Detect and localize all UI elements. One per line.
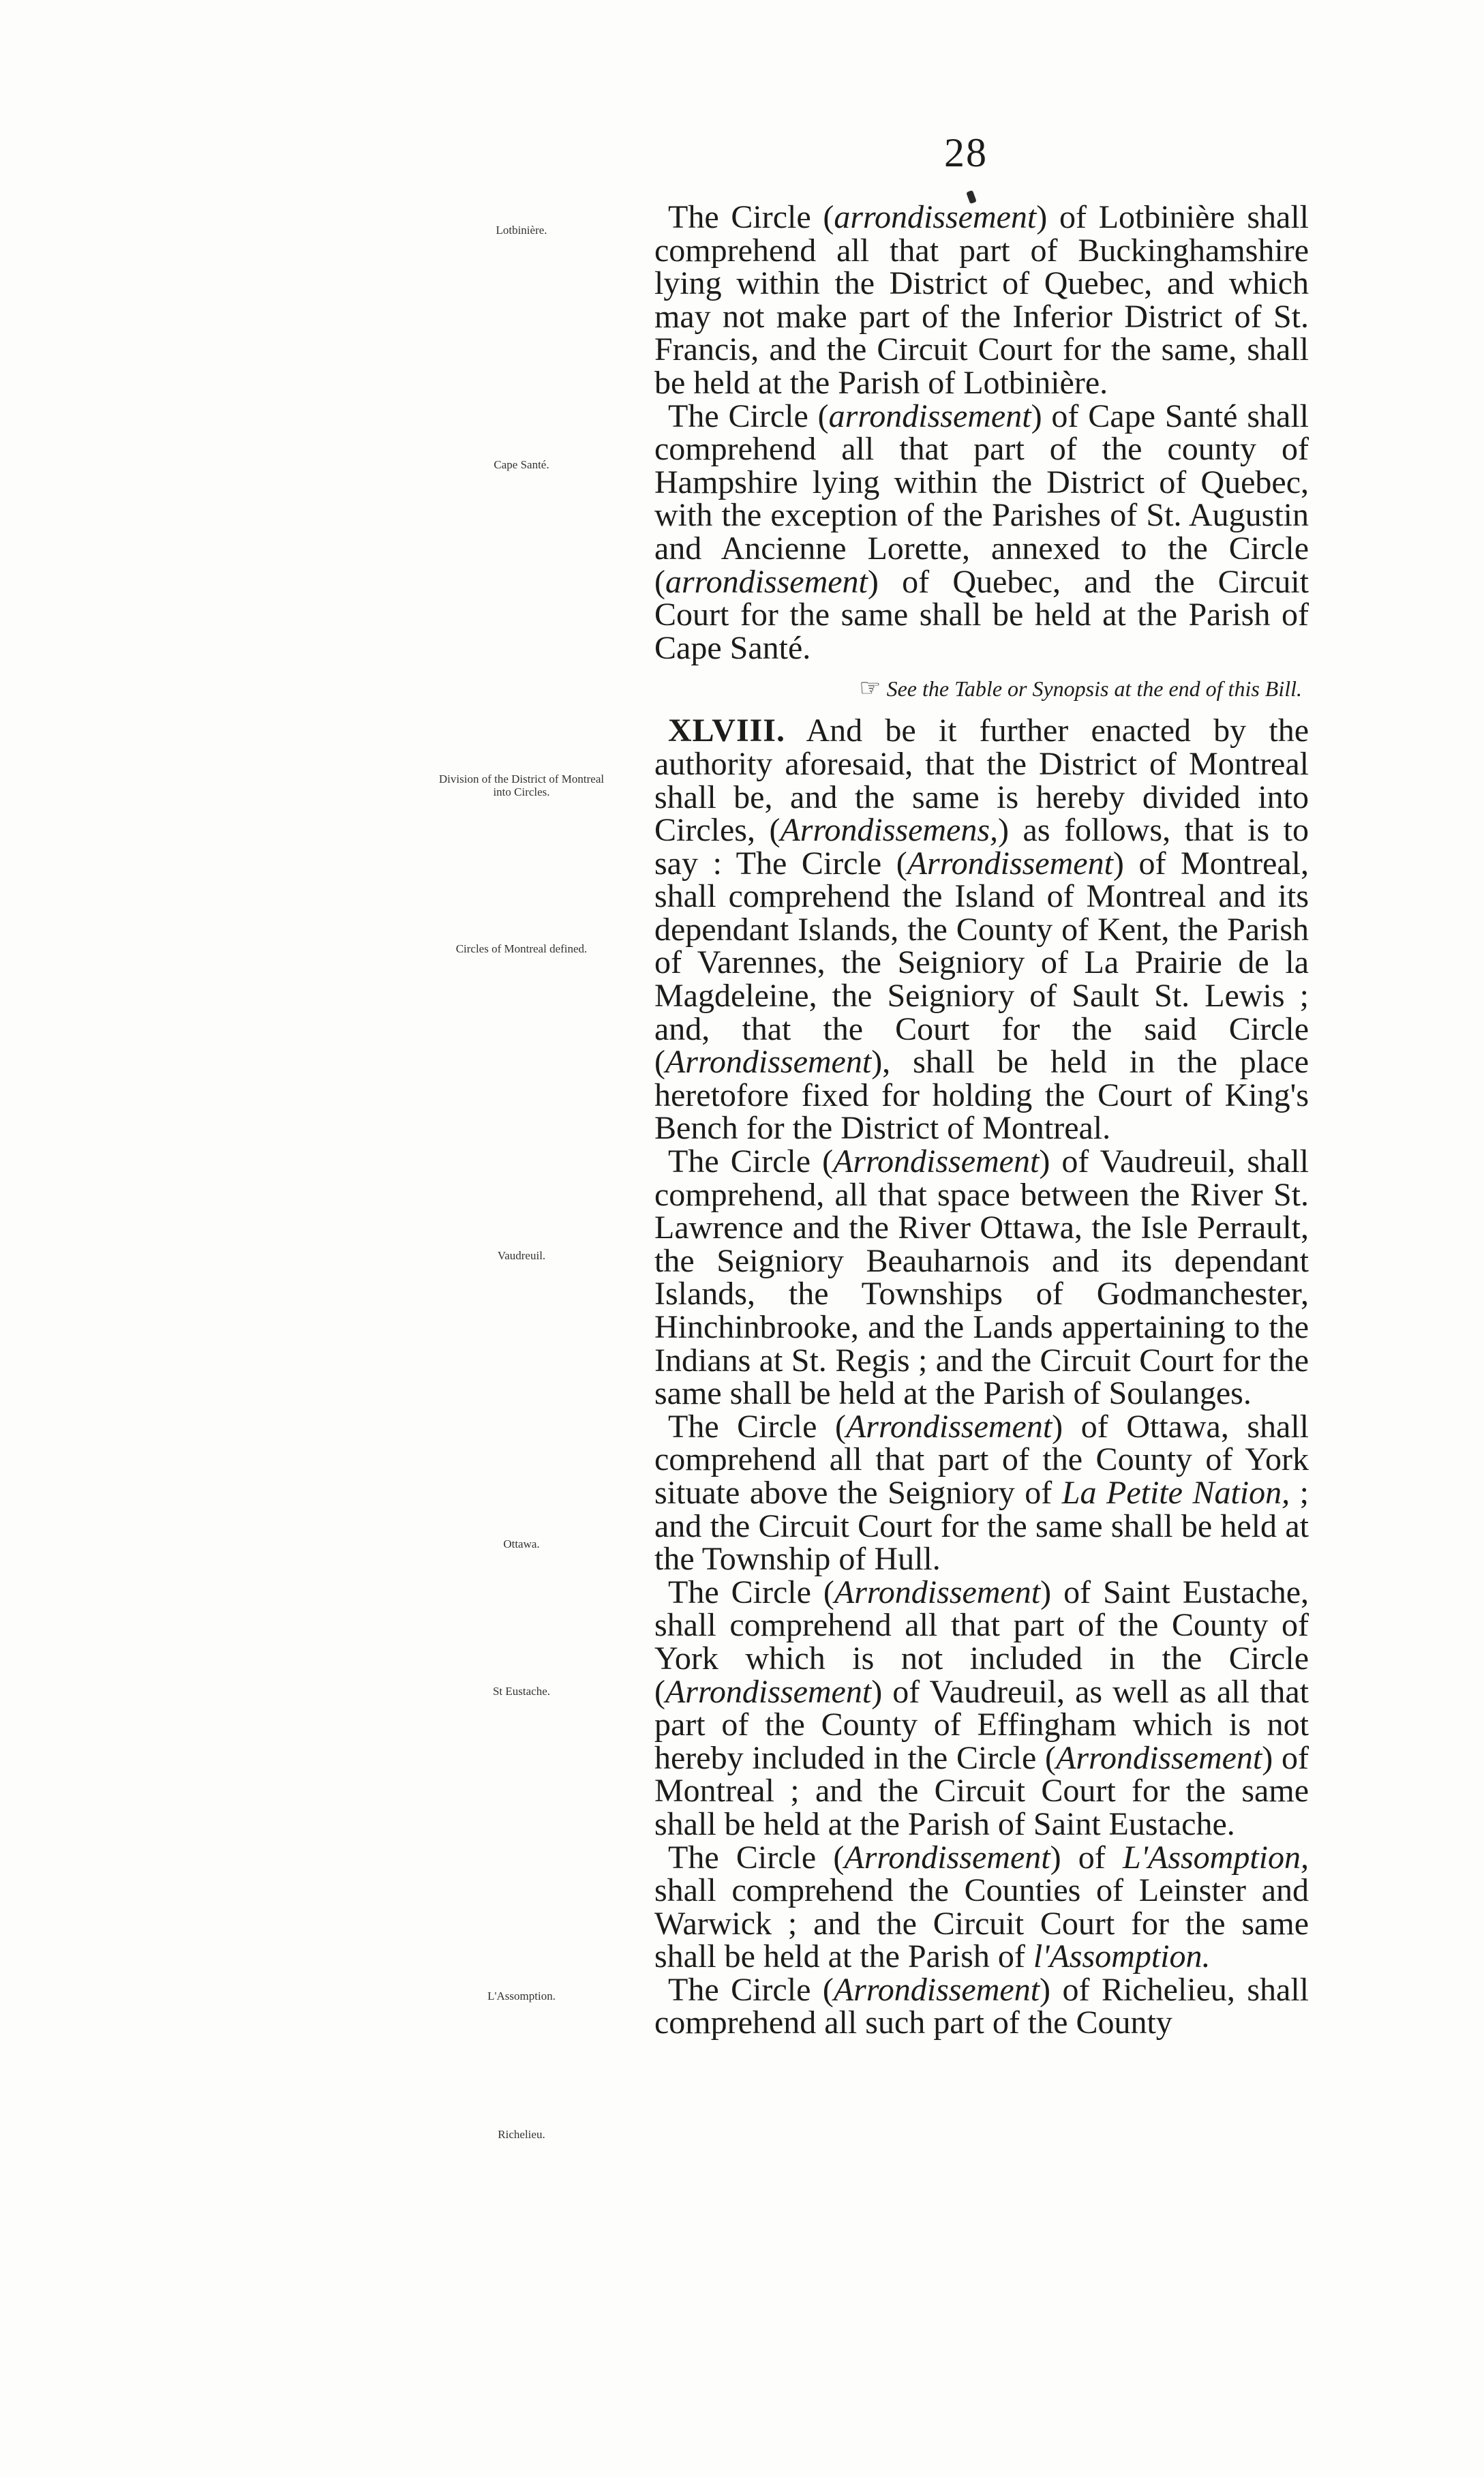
margin-note-circles-defined: Circles of Montreal defined. — [455, 942, 588, 955]
paragraph-section-xlviii: XLVIII. And be it further enacted by the authority aforesaid, that the District of Montreal shall be, and the same is hereby divided into Circles, (Arrondissemens,) as follows, that is to say : The Circle (Arrondissement) of Montreal, shall comprehend the Island of Montreal and its dependant Islands, the County of Kent, the Parish of Varennes, the Seigniory of La Prairie de la Magdeleine, the Seigniory of Sault St. Lewis ; and, that the Court for the said Circle (Arrondissement), shall be held in the place heretofore fixed for holding the Court of King's Bench for the District of Montreal. — [654, 712, 1309, 1147]
synopsis-note: ☞ See the Table or Synopsis at the end of this Bill. — [859, 674, 1302, 702]
margin-note-lotbiniere: Lotbinière. — [496, 224, 547, 237]
body-text — [654, 201, 1309, 2040]
margin-note-ottawa: Ottawa. — [503, 1537, 540, 1550]
paragraph-lassomption: The Circle (Arrondissement) of L'Assomption, shall comprehend the Counties of Leinster and Warwick ; and the Circuit Court for the same shall be held at the Parish of l'Assomption. — [654, 1839, 1309, 1975]
paragraph-richelieu: The Circle (Arrondissement) of Richelieu, shall comprehend all such part of the County — [654, 1971, 1309, 2041]
margin-note-vaudreuil: Vaudreuil. — [497, 1249, 546, 1262]
paragraph-lotbiniere: The Circle (arrondissement) of Lotbinière shall comprehend all that part of Buckinghamshire lying within the District of Quebec, and which may not make part of the Inferior District of St. Francis, and the Circuit Court for the same, shall be held at the Parish of Lotbinière. — [654, 199, 1309, 401]
pointing-hand-icon: ☞ — [859, 674, 881, 702]
paragraph-ottawa: The Circle (Arrondissement) of Ottawa, shall comprehend all that part of the County of York situate above the Seigniory of La Petite Nation, ; and the Circuit Court for the same shall be held at the Township of Hull. — [654, 1408, 1309, 1578]
paragraph-vaudreuil: The Circle (Arrondissement) of Vaudreuil, shall comprehend, all that space between the River St. Lawrence and the River Ottawa, the Isle Perrault, the Seigniory Beauharnois and its dependant Islands, the Townships of Godmanchester, Hinchinbrooke, and the Lands appertaining to the Indians at St. Regis ; and the Circuit Court for the same shall be held at the Parish of Soulanges. — [654, 1143, 1309, 1412]
paragraph-saint-eustache: The Circle (Arrondissement) of Saint Eustache, shall comprehend all that part of the County of York which is not included in the Circle (Arrondissement) of Vaudreuil, as well as all that part of the County of Effingham which is not hereby included in the Circle (Arrondissement) of Montreal ; and the Circuit Court for the same shall be held at the Parish of Saint Eustache. — [654, 1574, 1309, 1842]
margin-note-lassomption: L'Assomption. — [487, 1990, 556, 2002]
paragraph-cape-sante: The Circle (arrondissement) of Cape Santé shall comprehend all that part of the county of Hampshire lying within the District of Quebec, with the exception of the Parishes of St. Augustin and Ancienne Lorette, annexed to the Circle (arrondissement) of Quebec, and the Circuit Court for the same shall be held at the Parish of Cape Santé. — [654, 397, 1309, 666]
page-number: 28 — [944, 130, 988, 175]
section-number: XLVIII. — [668, 712, 785, 749]
margin-note-richelieu: Richelieu. — [498, 2128, 545, 2141]
margin-note-division: Division of the District of Montreal into Circles. — [438, 772, 605, 798]
margin-note-st-eustache: St Eustache. — [492, 1685, 551, 1698]
margin-note-cape-sante: Cape Santé. — [494, 458, 549, 471]
